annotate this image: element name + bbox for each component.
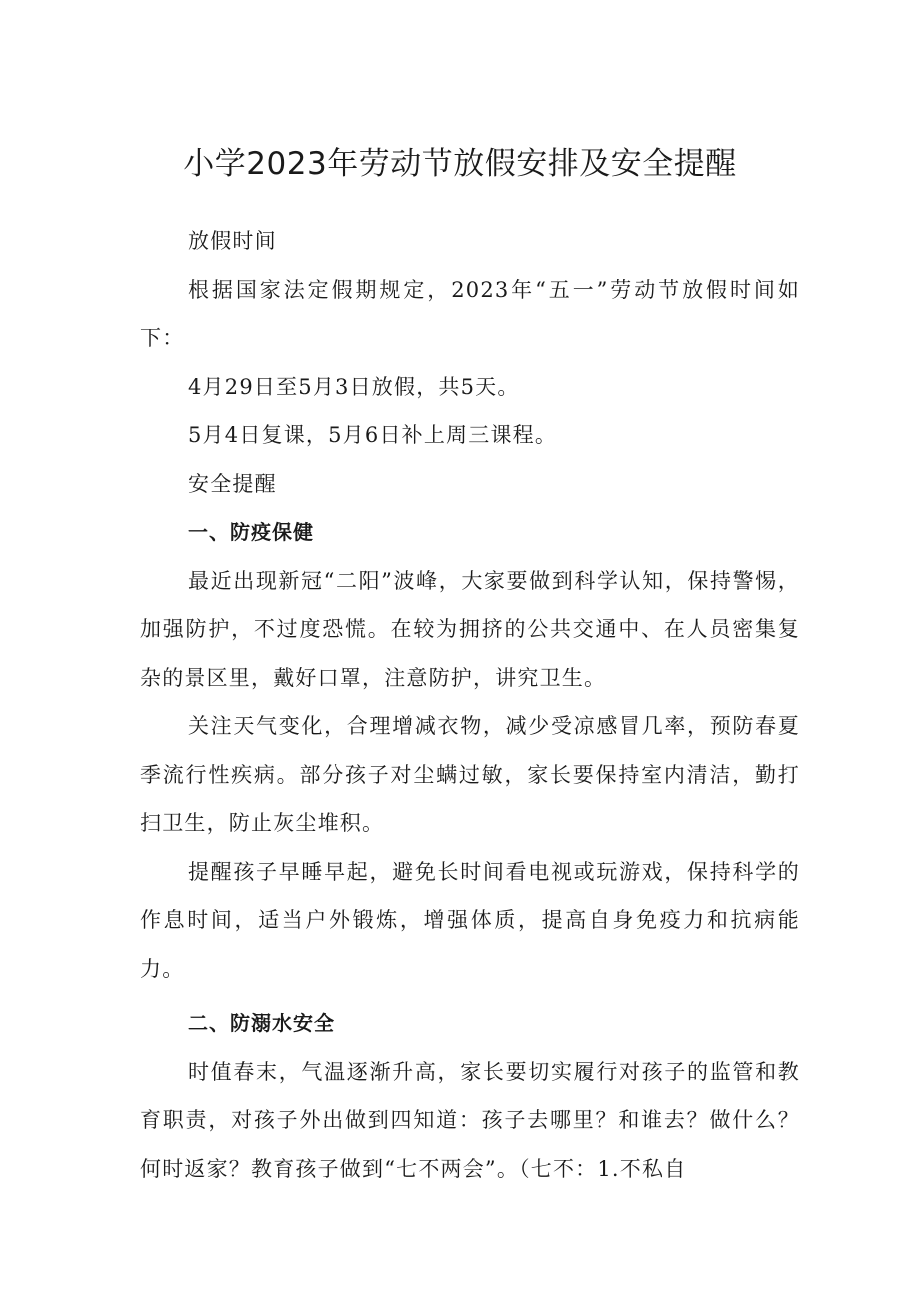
document-body [140,217,800,1193]
document-title: 小学2023年劳动节放假安排及安全提醒 [183,146,737,182]
paragraph-safety-label: 安全提醒 [188,471,277,496]
paragraph-epidemic-1: 最近出现新冠“二阳”波峰，大家要做到科学认知，保持警惕，加强防护，不过度恐慌。在较为拥挤的公共交通中、在人员密集复杂的景区里，戴好口罩，注意防护，讲究卫生。 [140,568,800,690]
section-heading-epidemic: 一、防疫保健 [188,520,314,544]
paragraph-holiday-label: 放假时间 [188,229,277,253]
paragraph-drowning-1: 时值春末，气温逐渐升高，家长要切实履行对孩子的监管和教育职责，对孩子外出做到四知道：孩子去哪里？和谁去？做什么？何时返家？教育孩子做到“七不两会”。（七不：1.不私自 [140,1059,800,1181]
paragraph-resume-classes: 5月4日复课，5月6日补上周三课程。 [188,423,558,447]
paragraph-epidemic-2: 关注天气变化，合理增减衣物，减少受凉感冒几率，预防春夏季流行性疾病。部分孩子对尘螨过敏，家长要保持室内清洁，勤打扫卫生，防止灰尘堆积。 [140,714,800,835]
paragraph-holiday-dates: 4月29日至5月3日放假，共5天。 [188,374,520,399]
section-heading-drowning: 二、防溺水安全 [188,1011,335,1035]
paragraph-epidemic-3: 提醒孩子早睡早起，避免长时间看电视或玩游戏，保持科学的作息时间，适当户外锻炼，增强体质，提高自身免疫力和抗病能力。 [140,859,800,981]
paragraph-holiday-intro: 根据国家法定假期规定，2023年“五一”劳动节放假时间如下： [140,277,800,350]
